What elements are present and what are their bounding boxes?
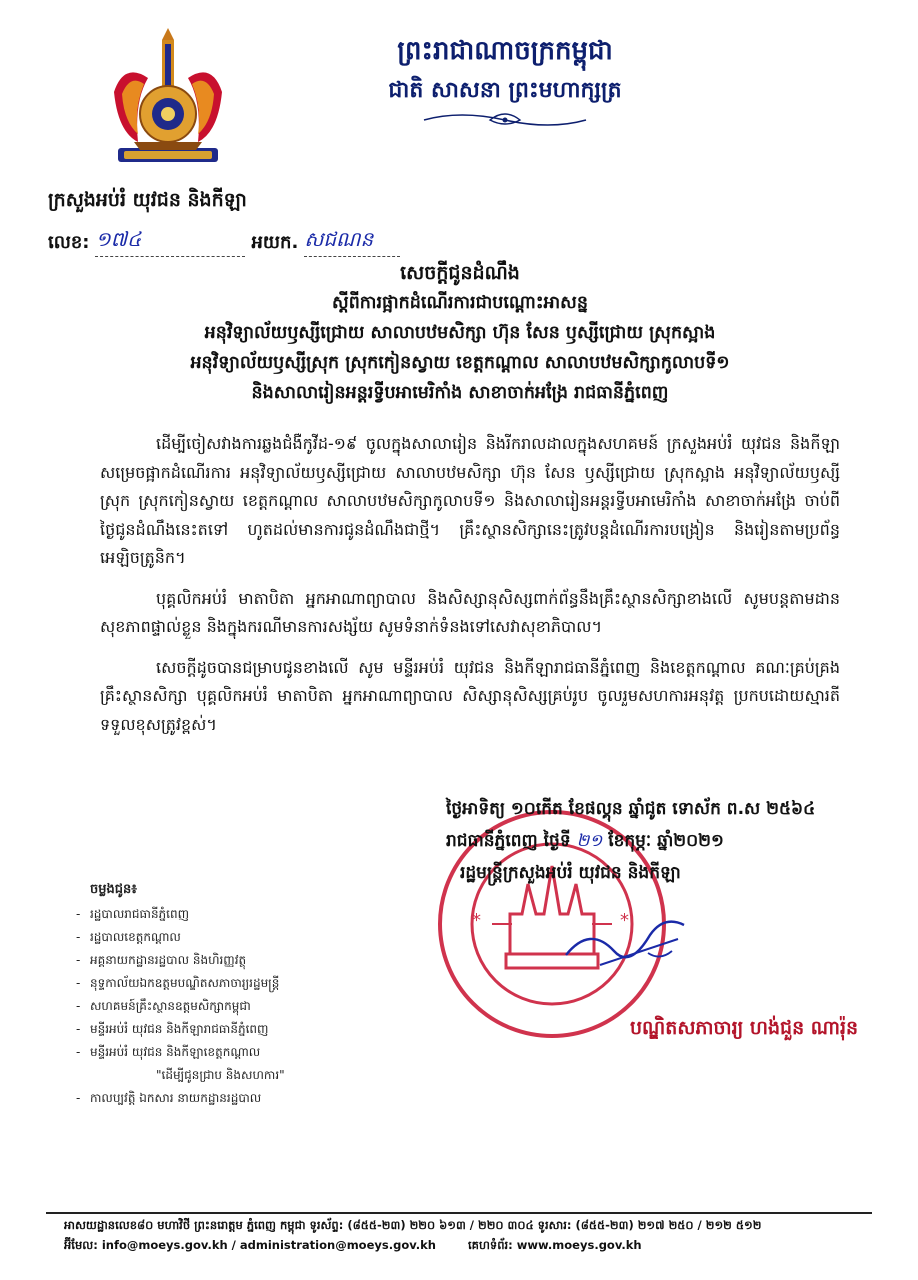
cc-item-label: អគ្គនាយកដ្ឋានរដ្ឋបាល និងហិរញ្ញវត្ថុ <box>90 953 247 967</box>
lunar-date: ថ្ងៃអាទិត្យ ១០កើត ខែផល្គុន ឆ្នាំជូត ទោស័ក ព.ស ២៥៦៤ <box>446 799 816 819</box>
capital-date-month-year: ខែកុម្ភៈ ឆ្នាំ២០២១ <box>608 831 724 851</box>
handwritten-signature-icon <box>560 905 690 985</box>
footer-contacts <box>64 1238 642 1255</box>
notice-body <box>100 430 840 751</box>
svg-text:*: * <box>472 910 481 931</box>
footer-email[interactable]: info@moeys.gov.kh / administration@moeys.gov.kh <box>101 1238 436 1252</box>
cc-item: - សហគមន៍គ្រឹះស្ថានឧត្តមសិក្សាកម្ពុជា <box>76 995 285 1018</box>
ornament-flourish-icon <box>420 108 590 130</box>
notice-title-block <box>60 258 860 408</box>
cc-item: - អគ្គនាយកដ្ឋានរដ្ឋបាល និងហិរញ្ញវត្ថុ <box>76 949 285 972</box>
footer-website-link[interactable]: www.moeys.gov.kh <box>516 1238 642 1252</box>
cc-item-label: កាលប្បវត្តិ ឯកសារ នាយកដ្ឋានរដ្ឋបាល <box>90 1091 262 1105</box>
notice-subject-line: អនុវិទ្យាល័យឫស្សីជ្រោយ សាលាបឋមសិក្សា ហ៊ុន សែន ឫស្សីជ្រោយ ស្រុកស្អាង <box>204 323 716 343</box>
ministry-name: ក្រសួងអប់រំ យុវជន និងកីឡា <box>48 189 247 211</box>
notice-subject-line: ស្តីពីការផ្អាកដំណើរការជាបណ្តោះអាសន្ន <box>332 293 588 313</box>
notice-title: សេចក្តីជូនដំណឹង <box>400 262 520 284</box>
body-paragraph: ដើម្បីចៀសវាងការឆ្លងជំងឺកូវីដ-១៩ ចូលក្នុងសាលារៀន និងរីករាលដាលក្នុងសហគមន៍ ក្រសួងអប់រំ យុវជន និងកីឡា សម្រេចផ្អាកដំណើរការ អនុវិទ្យាល័យឫស្សីជ្រោយ សាលាបឋមសិក្សា ហ៊ុន សែន ឫស្សីជ្រោយ ស្រុកស្អាង អនុវិទ្យាល័យឫស្សីស្រុក ស្រុកកៀនស្វាយ ខេត្តកណ្តាល សាលាបឋមសិក្សាកូលាបទី១ និងសាលារៀនអន្តរទ្វីបអាមេរិកាំង សាខាចាក់អង្រែ ចាប់ពីថ្ងៃជូនដំណឹងនេះតទៅ ហូតដល់មានការជូនដំណឹងជាថ្មី។ គ្រឹះស្ថានសិក្សានេះត្រូវបន្តដំណើរការបង្រៀន និងរៀនតាមប្រព័ន្ធអេឡិចត្រូនិក។ <box>100 434 841 567</box>
cc-item-label: រដ្ឋបាលរាជធានីភ្នំពេញ <box>90 907 190 921</box>
capital-date-prefix: រាជធានីភ្នំពេញ ថ្ងៃទី <box>446 831 571 851</box>
capital-date <box>446 830 724 855</box>
notice-subject-line: អនុវិទ្យាល័យឫស្សីស្រុក ស្រុកកៀនស្វាយ ខេត្តកណ្តាល សាលាបឋមសិក្សាកូលាបទី១ <box>190 353 730 373</box>
cc-item: - មន្ទីរអប់រំ យុវជន និងកីឡាខេត្តកណ្តាល <box>76 1041 285 1064</box>
kingdom-name: ព្រះរាជាណាចក្រកម្ពុជា <box>397 36 613 66</box>
cc-item-label: រដ្ឋបាលខេត្តកណ្តាល <box>90 930 181 944</box>
cc-item: - មន្ទីរអប់រំ យុវជន និងកីឡារាជធានីភ្នំពេញ <box>76 1018 285 1041</box>
footer-web-label: គេហទំព័រ: <box>468 1238 513 1252</box>
cc-note: "ដើម្បីជូនជ្រាប និងសហការ" <box>156 1068 285 1082</box>
reference-suffix: អយក. <box>251 232 299 253</box>
cc-item: - នុទ្ទកាល័យឯកឧត្តមបណ្ឌិតសភាចារ្យរដ្ឋមន្ត្រី <box>76 972 285 995</box>
body-paragraph: បុគ្គលិកអប់រំ មាតាបិតា អ្នកអាណាព្យាបាល និងសិស្សានុសិស្សពាក់ព័ន្ធនឹងគ្រឹះស្ថានសិក្សាខាងលើ សូមបន្តតាមដានសុខភាពផ្ទាល់ខ្លួន និងក្នុងករណីមានការសង្ស័យ សូមទំនាក់ទំនងទៅសេវាសុខាភិបាល។ <box>100 588 840 636</box>
reference-number: ១៧៤ <box>95 226 245 257</box>
cc-item: - កាលប្បវត្តិ ឯកសារ នាយកដ្ឋានរដ្ឋបាល <box>76 1087 285 1110</box>
cc-item: - រដ្ឋបាលខេត្តកណ្តាល <box>76 926 285 949</box>
cc-item-label: មន្ទីរអប់រំ យុវជន និងកីឡារាជធានីភ្នំពេញ <box>90 1022 269 1036</box>
national-motto: ជាតិ សាសនា ព្រះមហាក្សត្រ <box>388 77 622 103</box>
capital-date-day: ២១ <box>576 831 603 851</box>
reference-code: សជណន <box>304 226 400 257</box>
cc-item: - រដ្ឋបាលរាជធានីភ្នំពេញ <box>76 903 285 926</box>
cc-item-label: មន្ទីរអប់រំ យុវជន និងកីឡាខេត្តកណ្តាល <box>90 1045 261 1059</box>
footer-email-label: អ៊ីមែល: <box>64 1238 98 1252</box>
footer-address: អាសយដ្ឋានលេខ៨០ មហាវិថី ព្រះនរោត្តម ភ្នំពេញ កម្ពុជា ទូរស័ព្ទ: (៨៥៥-២៣) ២២០ ៦១៣ / ២២០ ៣០៤ ទូរសារ: (៨៥៥-២៣) ២១៧ ២៥០ / ២១២ ៥១២ <box>64 1218 762 1232</box>
cc-heading: ចម្លងជូន៖ <box>90 882 137 897</box>
svg-text:*: * <box>620 910 629 931</box>
reference-line <box>48 226 400 257</box>
royal-emblem-icon <box>104 22 232 174</box>
cc-list <box>76 878 285 1110</box>
signatory-name: បណ្ឌិតសភាចារ្យ ហង់ជួន ណារ៉ុន <box>630 1017 859 1039</box>
reference-label: លេខ: <box>48 232 90 253</box>
cc-item-label: សហគមន៍គ្រឹះស្ថានឧត្តមសិក្សាកម្ពុជា <box>90 999 251 1013</box>
body-paragraph: សេចក្តីដូចបានជម្រាបជូនខាងលើ សូម មន្ទីរអប់រំ យុវជន និងកីឡារាជធានីភ្នំពេញ និងខេត្តកណ្តាល គណៈគ្រប់គ្រងគ្រឹះស្ថានសិក្សា បុគ្គលិកអប់រំ មាតាបិតា អ្នកអាណាព្យាបាល សិស្សានុសិស្សគ្រប់រូប ចូលរួមសហការអនុវត្ត ប្រកបដោយស្មារតីទទួលខុសត្រូវខ្ពស់។ <box>100 657 840 734</box>
footer-rule <box>46 1212 872 1214</box>
cc-item-label: នុទ្ទកាល័យឯកឧត្តមបណ្ឌិតសភាចារ្យរដ្ឋមន្ត្រី <box>90 976 280 990</box>
notice-subject-line: និងសាលារៀនអន្តរទ្វីបអាមេរិកាំង សាខាចាក់អង្រែ រាជធានីភ្នំពេញ <box>251 383 669 403</box>
signatory-title: រដ្ឋមន្ត្រីក្រសួងអប់រំ យុវជន និងកីឡា <box>460 863 681 883</box>
